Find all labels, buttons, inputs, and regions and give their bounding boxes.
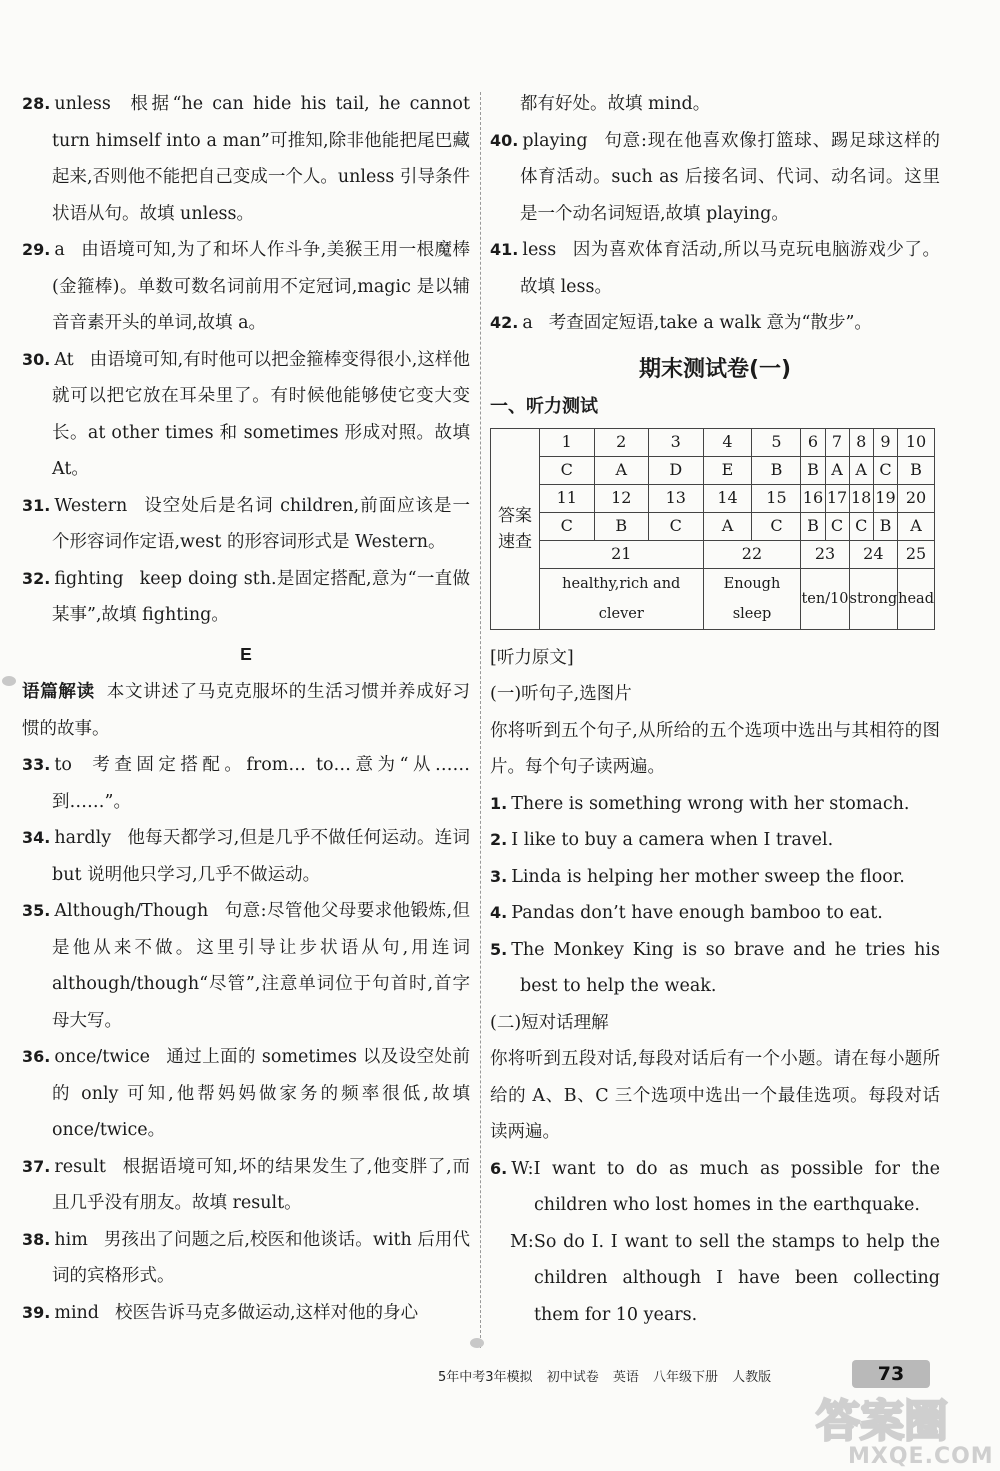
answer-word: Western — [54, 495, 128, 516]
table-cell: B — [898, 456, 935, 484]
continuation-text: 都有好处。故填 mind。 — [520, 94, 711, 114]
sentence-4: 4. Pandas don’t have enough bamboo to eat. — [490, 903, 883, 923]
answer-word: a — [522, 313, 533, 333]
table-cell: 12 — [594, 484, 649, 512]
footer-series: 5年中考3年模拟 — [438, 1370, 533, 1385]
dialogue-m-line: M:So do I. I want to sell the stamps to help the children although I have been collecting them for 10 years. — [510, 1231, 940, 1325]
table-cell: C — [540, 512, 595, 540]
explanation: 根据语境可知,坏的结果发生了,他变胖了,而且几乎没有朋友。故填 result。 — [52, 1156, 470, 1213]
exam-title: 期末测试卷(一) — [638, 356, 792, 382]
part2-instructions: 你将听到五段对话,每段对话后有一个小题。请在每小题所给的 A、B、C 三个选项中选出一个最佳选项。每段对话读两遍。 — [490, 1049, 940, 1142]
reading-text: 本文讲述了马克克服坏的生活习惯并养成好习惯的故事。 — [22, 682, 471, 739]
table-cell: 6 — [801, 428, 825, 456]
answer-item-42: 42. a 考查固定短语,take a walk 意为“散步”。 — [490, 313, 872, 333]
answer-word: a — [54, 240, 65, 260]
sentence-2: 2. I like to buy a camera when I travel. — [490, 830, 834, 850]
table-cell: 4 — [703, 428, 752, 456]
sentence-1: 1. There is something wrong with her stomach. — [490, 793, 910, 814]
table-cell: 9 — [873, 428, 897, 456]
answer-item-33: 33. to 考查固定搭配。from… to…意为“从……到……”。 — [22, 755, 470, 812]
row-header: 答案速查 — [491, 428, 540, 629]
answer-word: hardly — [54, 828, 112, 848]
answer-item-30: 30. At 由语境可知,有时他可以把金箍棒变得很小,这样他就可以把它放在耳朵里了。有时候他能够使它变大变长。at other times 和 sometimes 形成对照。故填 At。 — [22, 349, 470, 479]
answer-item-29: 29. a 由语境可知,为了和坏人作斗争,美猴王用一根魔棒(金箍棒)。单数可数名词前用不定冠词,magic 是以辅音音素开头的单词,故填 a。 — [22, 240, 470, 333]
part1-title: (一)听句子,选图片 — [490, 684, 632, 704]
table-cell: Enough sleep — [703, 568, 801, 629]
table-cell: 17 — [825, 484, 849, 512]
answer-word: once/twice — [54, 1047, 150, 1067]
table-row — [491, 540, 935, 568]
explanation: 设空处后是名词 children,前面应该是一个形容词作定语,west 的形容词形式是 Western。 — [52, 495, 470, 552]
table-cell: 25 — [898, 540, 935, 568]
explanation: 因为喜欢体育活动,所以马克玩电脑游戏少了。故填 less。 — [520, 240, 940, 297]
table-cell: 21 — [540, 540, 704, 568]
table-row — [491, 568, 935, 629]
table-cell: 10 — [898, 428, 935, 456]
answer-item-34: 34. hardly 他每天都学习,但是几乎不做任何运动。连词 but 说明他只学习,几乎不做运动。 — [22, 828, 470, 885]
answer-item-31: 31. Western 设空处后是名词 children,前面应该是一个形容词作定语,west 的形容词形式是 Western。 — [22, 495, 470, 552]
table-cell: C — [825, 512, 849, 540]
dialogue-w-line: 6. W:I want to do as much as possible for the children who lost homes in the earthquake. — [490, 1158, 940, 1215]
column-divider — [480, 92, 481, 1348]
right-column — [490, 86, 940, 1333]
explanation: 考查固定搭配。from… to…意为“从……到……”。 — [52, 755, 470, 812]
answer-table — [490, 428, 935, 630]
table-cell: 23 — [801, 540, 849, 568]
sentence-3: 3. Linda is helping her mother sweep the floor. — [490, 866, 905, 887]
table-cell: A — [825, 456, 849, 484]
watermark-logo-text: 答案圈 — [816, 1396, 948, 1447]
answer-item-32: 32. fighting keep doing sth.是固定搭配,意为“一直做某事”,故填 fighting。 — [22, 568, 470, 625]
answer-word: playing — [522, 130, 588, 151]
table-cell: head — [898, 568, 935, 629]
table-cell: 7 — [825, 428, 849, 456]
table-row — [491, 512, 935, 540]
part2-title: (二)短对话理解 — [490, 1012, 609, 1033]
table-cell: B — [752, 456, 801, 484]
left-column — [22, 86, 470, 1331]
table-cell: 3 — [649, 428, 704, 456]
table-cell: B — [873, 512, 897, 540]
page-number: 73 — [852, 1360, 930, 1388]
table-cell: 15 — [752, 484, 801, 512]
table-cell: C — [540, 456, 595, 484]
table-cell: 18 — [849, 484, 873, 512]
footer-edition: 人教版 — [732, 1370, 772, 1385]
explanation: keep doing sth.是固定搭配,意为“一直做某事”,故填 fighting。 — [52, 568, 470, 625]
section-e-heading: E — [240, 643, 252, 664]
answer-word: to — [54, 755, 72, 775]
page-footer — [438, 1366, 781, 1385]
answer-item-41: 41. less 因为喜欢体育活动,所以马克玩电脑游戏少了。故填 less。 — [490, 240, 940, 297]
footer-grade: 八年级下册 — [653, 1370, 719, 1385]
answer-word: Although/Though — [54, 901, 209, 921]
table-cell: B — [594, 512, 649, 540]
answer-item-39: 39. mind 校医告诉马克多做运动,这样对他的身心 — [22, 1302, 419, 1323]
explanation: 考查固定短语,take a walk 意为“散步”。 — [548, 313, 872, 333]
reading-label: 语篇解读 — [22, 682, 95, 702]
table-row — [491, 428, 935, 456]
table-cell: 14 — [703, 484, 752, 512]
table-cell: B — [801, 456, 825, 484]
explanation: 句意:尽管他父母要求他锻炼,但是他从来不做。这里引导让步状语从句,用连词 although/though“尽管”,注意单词位于句首时,首字母大写。 — [52, 901, 470, 1031]
answer-word: mind — [54, 1302, 100, 1323]
table-cell: strong — [849, 568, 898, 629]
table-cell: C — [873, 456, 897, 484]
table-cell: A — [703, 512, 752, 540]
answer-item-38: 38. him 男孩出了问题之后,校医和他谈话。with 后用代词的宾格形式。 — [22, 1229, 470, 1286]
reading-summary — [22, 674, 470, 747]
listening-heading: [听力原文] — [490, 647, 574, 668]
table-cell: 8 — [849, 428, 873, 456]
table-cell: healthy,rich and clever — [540, 568, 704, 629]
table-cell: 11 — [540, 484, 595, 512]
table-cell: 24 — [849, 540, 898, 568]
table-cell: A — [594, 456, 649, 484]
table-cell: D — [649, 456, 704, 484]
explanation: 校医告诉马克多做运动,这样对他的身心 — [115, 1302, 419, 1323]
answer-item-35: 35. Although/Though 句意:尽管他父母要求他锻炼,但是他从来不做。这里引导让步状语从句,用连词 although/though“尽管”,注意单词位于句首时,首字母大写。 — [22, 901, 470, 1031]
table-row — [491, 456, 935, 484]
table-cell: 22 — [703, 540, 801, 568]
footer-subject: 英语 — [612, 1370, 639, 1385]
explanation: 男孩出了问题之后,校医和他谈话。with 后用代词的宾格形式。 — [52, 1229, 470, 1286]
table-cell: 13 — [649, 484, 704, 512]
answer-item-37: 37. result 根据语境可知,坏的结果发生了,他变胖了,而且几乎没有朋友。故填 result。 — [22, 1156, 470, 1213]
explanation: 由语境可知,为了和坏人作斗争,美猴王用一根魔棒(金箍棒)。单数可数名词前用不定冠词,magic 是以辅音音素开头的单词,故填 a。 — [52, 240, 470, 333]
answer-item-40: 40. playing 句意:现在他喜欢像打篮球、踢足球这样的体育活动。such as 后接名词、代词、动名词。这里是一个动名词短语,故填 playing。 — [490, 130, 940, 224]
explanation: 句意:现在他喜欢像打篮球、踢足球这样的体育活动。such as 后接名词、代词、动名词。这里是一个动名词短语,故填 playing。 — [520, 130, 940, 224]
table-cell: 2 — [594, 428, 649, 456]
table-cell: A — [898, 512, 935, 540]
table-cell: C — [752, 512, 801, 540]
speaker-label: W: — [511, 1158, 534, 1179]
table-cell: 19 — [873, 484, 897, 512]
answer-item-36: 36. once/twice 通过上面的 sometimes 以及设空处前的 only 可知,他帮妈妈做家务的频率很低,故填 once/twice。 — [22, 1047, 470, 1140]
answer-word: him — [54, 1229, 88, 1250]
explanation: 通过上面的 sometimes 以及设空处前的 only 可知,他帮妈妈做家务的频率很低,故填 once/twice。 — [52, 1047, 470, 1140]
explanation: 根据“he can hide his tail, he cannot turn himself into a man”可推知,除非他能把尾巴藏起来,否则他不能把自己变成一个人。unless 引导条件状语从句。故填 unless。 — [52, 94, 470, 224]
table-cell: ten/10 — [801, 568, 849, 629]
explanation: 由语境可知,有时他可以把金箍棒变得很小,这样他就可以把它放在耳朵里了。有时候他能够使它变大变长。at other times 和 sometimes 形成对照。故填 At。 — [52, 349, 470, 479]
table-cell: C — [849, 512, 873, 540]
sentence-5: 5. The Monkey King is so brave and he tries his best to help the weak. — [490, 939, 940, 996]
answer-word: less — [522, 240, 557, 260]
answer-word: fighting — [54, 568, 124, 589]
footer-type: 初中试卷 — [546, 1370, 599, 1385]
scan-mark — [2, 676, 16, 686]
table-cell: 1 — [540, 428, 595, 456]
explanation: 他每天都学习,但是几乎不做任何运动。连词 but 说明他只学习,几乎不做运动。 — [52, 828, 470, 885]
answer-item-28: 28. unless 根据“he can hide his tail, he cannot turn himself into a man”可推知,除非他能把尾巴藏起来,否则他不能把自己变成一个人。unless 引导条件状语从句。故填 unless。 — [22, 94, 470, 224]
answer-word: At — [54, 349, 74, 370]
table-cell: A — [849, 456, 873, 484]
table-row — [491, 484, 935, 512]
table-cell: 16 — [801, 484, 825, 512]
table-cell: B — [801, 512, 825, 540]
part1-instructions: 你将听到五个句子,从所给的五个选项中选出与其相符的图片。每个句子读两遍。 — [490, 720, 940, 777]
speaker-label: M: — [510, 1231, 534, 1252]
table-cell: C — [649, 512, 704, 540]
table-cell: E — [703, 456, 752, 484]
answer-word: result — [54, 1156, 106, 1177]
watermark-url: MXQE.COM — [848, 1444, 994, 1469]
table-cell: 20 — [898, 484, 935, 512]
section-title: 一、听力测试 — [490, 395, 598, 417]
table-cell: 5 — [752, 428, 801, 456]
answer-word: unless — [54, 94, 111, 114]
scan-mark — [470, 1338, 484, 1348]
